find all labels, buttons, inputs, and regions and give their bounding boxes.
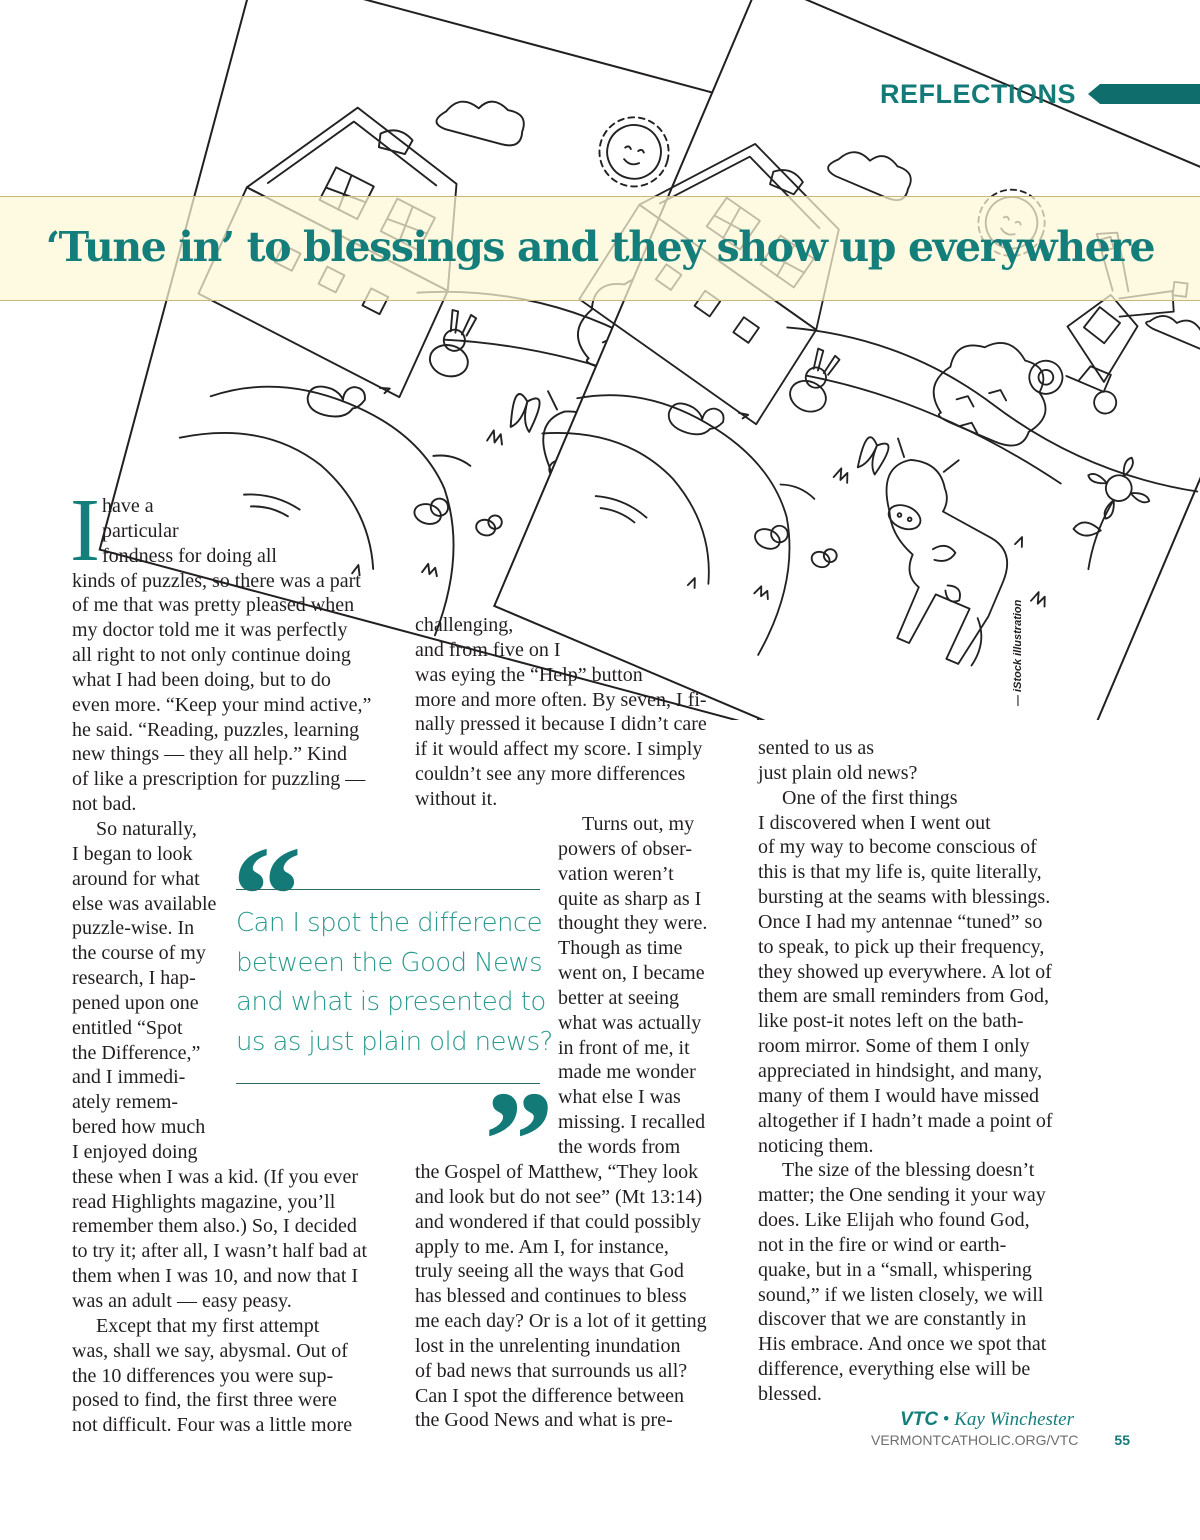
text-line: what I had been doing, but to do <box>72 668 331 691</box>
text-line: more and more often. By seven, I fi- <box>415 688 707 711</box>
text-line: and I immedi- <box>72 1066 186 1089</box>
section-arrow-bar <box>1088 84 1200 104</box>
text-line: of bad news that surrounds us all? <box>415 1359 688 1382</box>
text-line: and look but do not see” (Mt 13:14) <box>415 1185 703 1208</box>
text-line: sented to us as <box>758 737 875 759</box>
open-quote-mark: “ <box>232 818 302 973</box>
text-line: was, shall we say, abysmal. Out of <box>72 1339 348 1362</box>
byline-separator: • <box>942 1409 950 1430</box>
text-line: thought they were. <box>558 912 708 935</box>
text-line: kinds of puzzles, so there was a part <box>72 569 361 592</box>
text-line: what was actually <box>558 1011 702 1034</box>
text-line: blessed. <box>758 1382 822 1405</box>
text-line: to try it; after all, I wasn’t half bad at <box>72 1240 368 1263</box>
page-number: 55 <box>1114 1432 1130 1448</box>
text-line: was eying the “Help” button <box>415 663 643 686</box>
text-line: in front of me, it <box>558 1036 690 1059</box>
text-line: of my way to become conscious of <box>758 836 1037 859</box>
text-line: difference, everything else will be <box>758 1358 1031 1381</box>
body-column-2-bottom <box>415 1160 707 1433</box>
byline-org: VTC <box>900 1409 939 1430</box>
text-line: lost in the unrelenting inundation <box>415 1334 681 1357</box>
byline <box>900 1409 1074 1431</box>
text-line: I discovered when I went out <box>758 811 991 834</box>
text-line: to speak, to pick up their frequency, <box>758 935 1045 958</box>
text-line: not difficult. Four was a little more <box>72 1414 353 1437</box>
text-line: Can I spot the difference between <box>415 1384 684 1407</box>
text-line: Though as time <box>558 937 683 960</box>
text-line: The size of the blessing doesn’t <box>782 1159 1035 1182</box>
text-line: them are small reminders from God, <box>758 985 1050 1008</box>
text-line: bursting at the seams with blessings. <box>758 886 1051 909</box>
text-line: these when I was a kid. (If you ever <box>72 1165 359 1188</box>
text-line: matter; the One sending it your way <box>758 1184 1046 1207</box>
text-line: me each day? Or is a lot of it getting <box>415 1310 707 1333</box>
text-line: posed to find, the first three were <box>72 1389 337 1412</box>
text-line: appreciated in hindsight, and many, <box>758 1059 1043 1082</box>
text-line: couldn’t see any more differences <box>415 763 686 786</box>
close-quote-mark: ” <box>484 1063 554 1218</box>
text-line: was an adult — easy peasy. <box>72 1290 292 1312</box>
text-line: room mirror. Some of them I only <box>758 1035 1030 1058</box>
text-line: he said. “Reading, puzzles, learning <box>72 718 360 741</box>
body-column-3 <box>758 736 1053 1407</box>
text-line: research, I hap- <box>72 967 196 990</box>
body-column-2-wrap <box>558 812 707 1160</box>
text-line: of like a prescription for puzzling — <box>72 768 366 791</box>
text-line: not in the fire or wind or earth- <box>758 1233 1007 1256</box>
text-line: them when I was 10, and now that I <box>72 1265 359 1288</box>
text-line: Once I had my antennae “tuned” so <box>758 910 1043 933</box>
text-line: my doctor told me it was perfectly <box>72 619 348 642</box>
text-line: the Difference,” <box>72 1041 201 1064</box>
text-line: bered how much <box>72 1116 206 1139</box>
pull-quote-line: us as just plain old news? <box>236 1026 553 1057</box>
section-tag <box>880 78 1200 110</box>
text-line: and from five on I <box>415 638 561 661</box>
illustration-credit: — iStock illustration <box>1012 599 1024 706</box>
text-line: Except that my first attempt <box>96 1314 320 1337</box>
text-line: the 10 differences you were sup- <box>72 1364 334 1387</box>
text-line: particular <box>102 519 179 542</box>
text-line: if it would affect my score. I simply <box>415 738 703 761</box>
text-line: the Good News and what is pre- <box>415 1409 673 1432</box>
text-line: puzzle-wise. In <box>72 917 195 940</box>
text-line: fondness for doing all <box>102 544 277 567</box>
pull-quote-line: and what is presented to <box>236 987 546 1017</box>
text-line: I enjoyed doing <box>72 1140 198 1163</box>
text-line: this is that my life is, quite literally, <box>758 861 1042 884</box>
text-line: apply to me. Am I, for instance, <box>415 1235 669 1258</box>
text-line: altogether if I hadn’t made a point of <box>758 1109 1053 1132</box>
text-line: pened upon one <box>72 991 199 1014</box>
text-line: and wondered if that could possibly <box>415 1210 702 1233</box>
pullquote-top-rule <box>236 889 540 890</box>
text-line: not bad. <box>72 793 137 816</box>
drop-cap: I <box>70 481 100 580</box>
pull-quote-line: Can I spot the difference <box>236 908 543 938</box>
footer-url: VERMONTCATHOLIC.ORG/VTC <box>871 1432 1079 1448</box>
text-line: One of the first things <box>782 786 958 809</box>
text-line: His embrace. And once we spot that <box>758 1333 1047 1356</box>
article-headline: ‘Tune in’ to blessings and they show up everywhere <box>45 223 1155 271</box>
text-line: even more. “Keep your mind active,” <box>72 693 372 716</box>
text-line: sound,” if we listen closely, we will <box>758 1283 1044 1306</box>
text-line: entitled “Spot <box>72 1016 183 1039</box>
byline-author: Kay Winchester <box>954 1409 1074 1430</box>
pull-quote-line: between the Good News <box>236 947 543 978</box>
text-line: what else I was <box>558 1086 681 1109</box>
text-line: of me that was pretty pleased when <box>72 594 355 617</box>
text-line: powers of obser- <box>558 837 693 860</box>
text-line: else was available <box>72 892 217 915</box>
text-line: I began to look <box>72 842 193 865</box>
text-line: So naturally, <box>96 817 197 840</box>
text-line: the Gospel of Matthew, “They look <box>415 1161 699 1183</box>
text-line: have a <box>102 495 154 517</box>
text-line: Turns out, my <box>582 813 695 835</box>
text-line: just plain old news? <box>758 761 918 784</box>
text-line: many of them I would have missed <box>758 1084 1040 1107</box>
text-line: the course of my <box>72 942 206 965</box>
text-line: around for what <box>72 867 200 890</box>
text-line: remember them also.) So, I decided <box>72 1215 357 1238</box>
text-line: challenging, <box>415 614 514 636</box>
text-line: made me wonder <box>558 1061 696 1084</box>
text-line: quite as sharp as I <box>558 887 702 910</box>
text-line: the words from <box>558 1135 681 1158</box>
text-line: quake, but in a “small, whispering <box>758 1258 1032 1281</box>
pull-quote <box>236 904 553 1062</box>
text-line: does. Like Elijah who found God, <box>758 1209 1030 1232</box>
text-line: discover that we are constantly in <box>758 1308 1027 1331</box>
text-line: missing. I recalled <box>558 1111 706 1134</box>
text-line: all right to not only continue doing <box>72 644 351 667</box>
text-line: vation weren’t <box>558 862 674 885</box>
text-line: better at seeing <box>558 986 680 1009</box>
text-line: noticing them. <box>758 1134 874 1157</box>
text-line: truly seeing all the ways that God <box>415 1260 684 1283</box>
body-column-2-top <box>415 613 707 812</box>
text-line: has blessed and continues to bless <box>415 1285 687 1308</box>
text-line: new things — they all help.” Kind <box>72 743 347 766</box>
text-line: nally pressed it because I didn’t care <box>415 713 707 736</box>
section-label: REFLECTIONS <box>879 78 1076 109</box>
text-line: ately remem- <box>72 1091 179 1114</box>
text-line: like post-it notes left on the bath- <box>758 1010 1024 1033</box>
page-footer <box>871 1430 1130 1450</box>
text-line: they showed up everywhere. A lot of <box>758 960 1052 983</box>
text-line: read Highlights magazine, you’ll <box>72 1190 336 1213</box>
text-line: without it. <box>415 787 498 810</box>
text-line: went on, I became <box>558 962 705 985</box>
